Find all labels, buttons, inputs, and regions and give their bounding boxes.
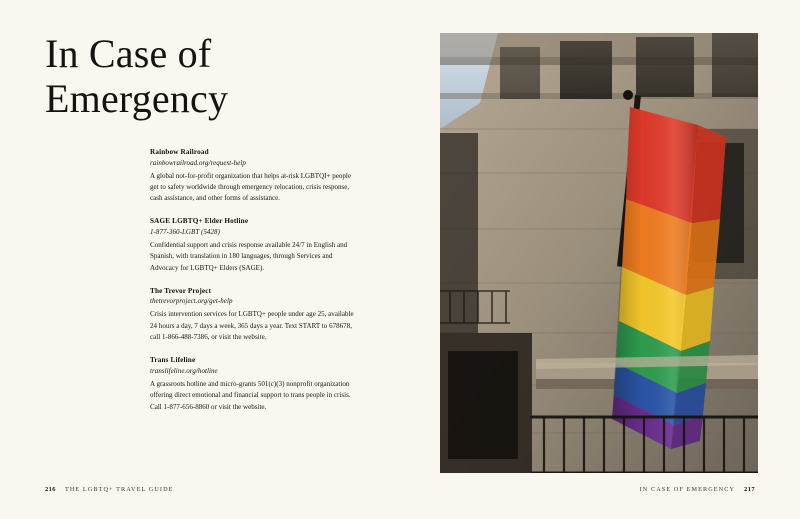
right-footer — [640, 486, 755, 493]
resource-list — [150, 148, 354, 426]
page-title-line1: In Case of — [45, 31, 212, 76]
page-number-left: 216 — [45, 486, 56, 493]
right-page — [400, 0, 800, 519]
entry-description: A grassroots hotline and micro-grants 501(c)(3) nonprofit organization offering direct emotional and financial support to trans people in crisis. Call 1-877-656-8860 or visit the website. — [150, 379, 351, 411]
list-item — [150, 356, 354, 412]
list-item — [150, 287, 354, 343]
list-item — [150, 217, 354, 273]
entry-description: Crisis intervention services for LGBTQ+ people under age 25, available 24 hours a day, 7 days a week, 365 days a year. Text START to 678678, call 1-866-488-7386, or visit the website. — [150, 310, 354, 342]
entry-contact[interactable]: rainbowrailroad.org/request-help — [150, 158, 246, 167]
pride-flag-photo — [440, 33, 758, 473]
page-number-right: 217 — [744, 486, 755, 493]
entry-contact[interactable]: 1-877-360-LGBT (5428) — [150, 227, 220, 236]
entry-name: SAGE LGBTQ+ Elder Hotline — [150, 217, 249, 226]
entry-description: Confidential support and crisis response available 24/7 in English and Spanish, with translation in 180 languages, through Services and Advocacy for LGBTQ+ Elders (SAGE). — [150, 240, 348, 272]
entry-name: Trans Lifeline — [150, 356, 196, 365]
running-head-left: THE LGBTQ+ TRAVEL GUIDE — [64, 486, 174, 493]
entry-name: The Trevor Project — [150, 286, 212, 295]
entry-name: Rainbow Railroad — [150, 148, 209, 156]
entry-contact[interactable]: thetrevorproject.org/get-help — [150, 297, 233, 306]
entry-description: A global not-for-profit organization that helps at-risk LGBTQI+ people get to safety worldwide through emergency relocation, crisis response, cash assistance, and other forms of assistance. — [150, 171, 352, 203]
list-item — [150, 148, 354, 204]
left-footer — [45, 486, 174, 493]
running-head-right: IN CASE OF EMERGENCY — [639, 486, 736, 493]
entry-contact[interactable]: translifeline.org/hotline — [150, 366, 218, 375]
page-title — [45, 32, 375, 122]
page-title-line2: Emergency — [45, 75, 229, 121]
